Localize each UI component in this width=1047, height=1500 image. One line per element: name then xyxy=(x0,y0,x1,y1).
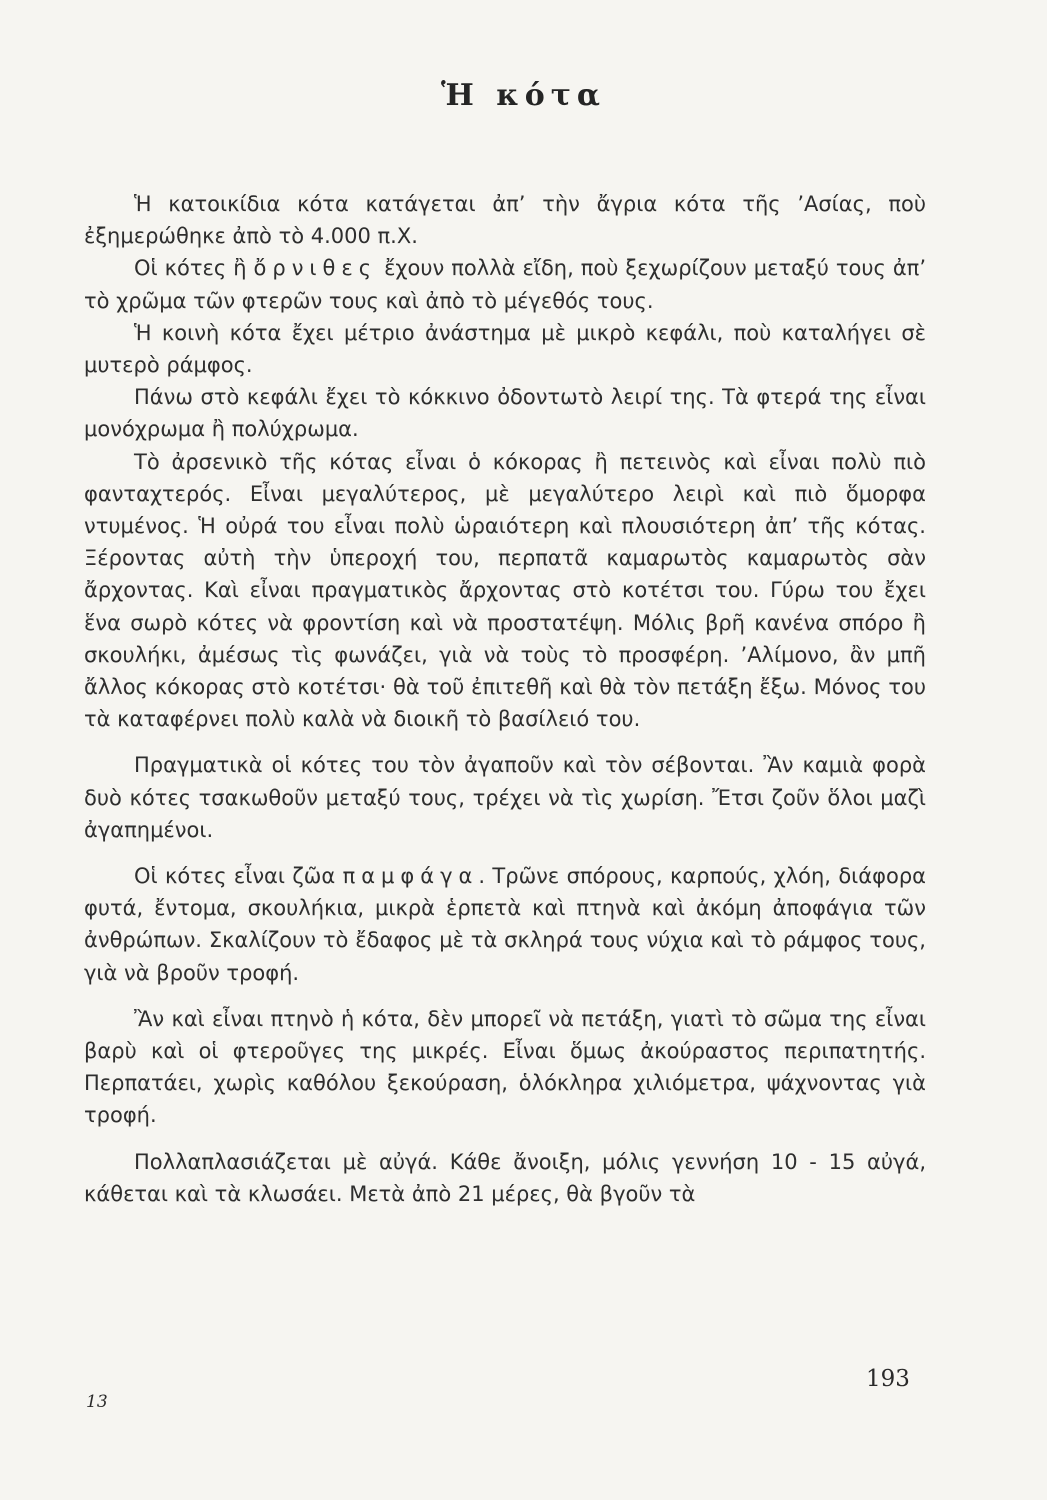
paragraph-respect: Πραγματικὰ οἱ κότες του τὸν ἀγαποῦν καὶ τὸν σέβονται. Ἂν καμιὰ φορὰ δυὸ κότες τσακωθοῦν μεταξύ τους, τρέχει νὰ τὶς χωρίση. Ἔτσι ζοῦν ὅλοι μαζὶ ἀγαπημένοι. xyxy=(84,753,926,842)
page-number: 193 xyxy=(866,1366,910,1392)
paragraph-walking: Ἂν καὶ εἶναι πτηνὸ ἡ κότα, δὲν μπορεῖ νὰ πετάξη, γιατὶ τὸ σῶμα της εἶναι βαρὺ καὶ οἱ φτεροῦγες της μικρές. Εἶναι ὅμως ἀκούραστος περιπατητής. Περπατάει, χωρὶς καθόλου ξεκούραση, ὁλόκληρα χιλιόμετρα, ψάχνοντας γιὰ τροφή. xyxy=(84,1006,926,1128)
paragraph-appearance: Ἡ κοινὴ κότα ἔχει μέτριο ἀνάστημα μὲ μικρὸ κεφάλι, ποὺ καταλήγει σὲ μυτερὸ ράμφος. xyxy=(84,320,926,378)
paragraph-diet: Οἱ κότες εἶναι ζῶα παμφάγα. Τρῶνε σπόρους, καρπούς, χλόη, διάφορα φυτά, ἔντομα, σκουλήκια, μικρὰ ἑρπετὰ καὶ πτηνὰ καὶ ἀκόμη ἀποφάγια τῶν ἀνθρώπων. Σκαλίζουν τὸ ἔδαφος μὲ τὰ σκληρά τους νύχια καὶ τὸ ράμφος τους, γιὰ νὰ βροῦν τροφή. xyxy=(84,864,927,985)
spaced-emphasis-term: παμφάγα xyxy=(342,864,479,889)
paragraph-comb: Πάνω στὸ κεφάλι ἔχει τὸ κόκκινο ὀδοντωτὸ λειρί της. Τὰ φτερά της εἶναι μονόχρωμα ἢ πολύχρωμα. xyxy=(84,385,926,442)
paragraph-reproduction: Πολλαπλασιάζεται μὲ αὐγά. Κάθε ἄνοιξη, μόλις γεννήση 10 - 15 αὐγά, κάθεται καὶ τὰ κλωσάει. Μετὰ ἀπὸ 21 μέρες, θὰ βγοῦν τὰ xyxy=(84,1149,926,1206)
paragraph-rooster: Τὸ ἀρσενικὸ τῆς κότας εἶναι ὁ κόκορας ἢ πετεινὸς καὶ εἶναι πολὺ πιὸ φανταχτερός. Εἶναι μεγαλύτερος, μὲ μεγαλύτερο λειρὶ καὶ πιὸ ὅμορφα ντυμένος. Ἡ οὐρά του εἶναι πολὺ ὡραιότερη καὶ πλουσιότερη ἀπ’ τῆς κότας. Ξέροντας αὐτὴ τὴν ὑπεροχή του, περπατᾶ καμαρωτὸς καμαρωτὸς σὰν ἄρχοντας. Καὶ εἶναι πραγματικὸς ἄρχοντας στὸ κοτέτσι του. Γύρω του ἔχει ἕνα σωρὸ κότες νὰ φροντίση καὶ νὰ προστατέψη. Μόλις βρῆ κανένα σπόρο ἢ σκουλήκι, ἀμέσως τὶς φωνάζει, γιὰ νὰ τοὺς τὸ προσφέρη. ’Αλίμονο, ἂν μπῆ ἄλλος κόκορας στὸ κοτέτσι· θὰ τοῦ ἐπιτεθῆ καὶ θὰ τὸν πετάξη ἔξω. Μόνος του τὰ καταφέρνει πολὺ καλὰ νὰ διοικῆ τὸ βασίλειό του. xyxy=(84,449,926,732)
article-body xyxy=(84,188,926,1210)
paragraph-origin: Ἡ κατοικίδια κότα κατάγεται ἀπ’ τὴν ἄγρια κότα τῆς ’Ασίας, ποὺ ἐξημερώθηκε ἀπὸ τὸ 4.000 π.Χ. xyxy=(84,192,926,249)
page-title: Ἡ κότα xyxy=(440,78,607,113)
spaced-emphasis-term: ὄρνιθες xyxy=(253,256,378,281)
signature-mark: 13 xyxy=(86,1392,108,1412)
paragraph-species: Οἱ κότες ἢ ὄρνιθες ἔχουν πολλὰ εἴδη, ποὺ ξεχωρίζουν μεταξύ τους ἀπ’ τὸ χρῶμα τῶν φτερῶν τους καὶ ἀπὸ τὸ μέγεθός τους. xyxy=(84,256,926,313)
